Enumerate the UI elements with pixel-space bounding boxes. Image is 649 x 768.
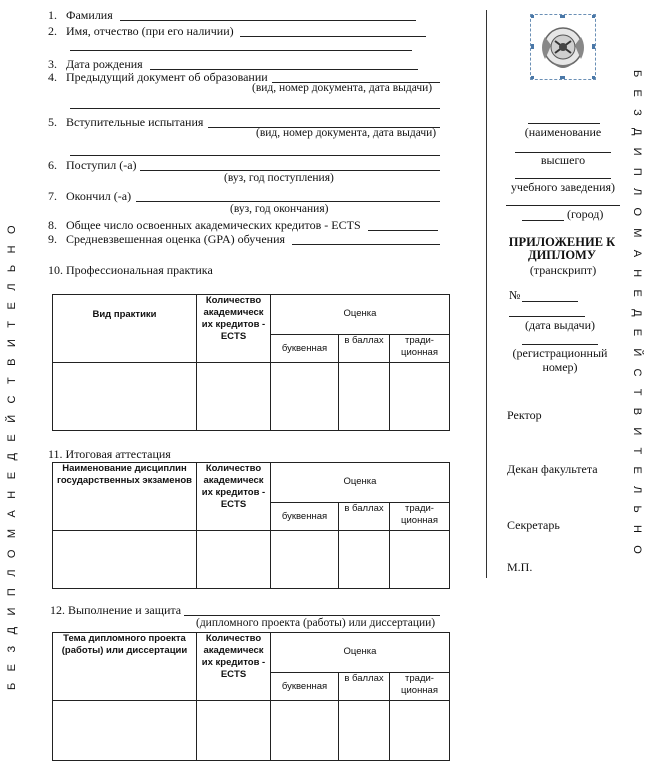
thesis-caption: (дипломного проекта (работы) или диссертации) xyxy=(196,617,436,629)
field-1-input[interactable] xyxy=(120,20,416,21)
practice-cell[interactable] xyxy=(271,363,339,431)
thesis-sub-trad: тради- ционная xyxy=(390,673,450,701)
practice-sub-points: в баллах xyxy=(339,335,390,363)
number-label: № xyxy=(509,288,521,302)
practice-sub-letter: буквенная xyxy=(271,335,339,363)
thesis-col-grade: Оценка xyxy=(271,633,450,673)
rector-label: Ректор xyxy=(507,408,542,422)
issue-date-input[interactable] xyxy=(509,316,585,317)
field-8-input[interactable] xyxy=(368,230,438,231)
attestation-sub-letter: буквенная xyxy=(271,503,339,531)
section-practice: 10. Профессиональная практика xyxy=(48,263,213,277)
attestation-sub-trad: тради- ционная xyxy=(390,503,450,531)
field-5: 5. Вступительные испытания xyxy=(48,115,204,129)
thesis-cell[interactable] xyxy=(197,701,271,761)
vertical-watermark-left: Б Е З Д И П Л О М А Н Е Д Е Й С Т В И Т Е Л Ь Н О xyxy=(6,221,18,690)
entrance-caption: (вид, номер документа, дата выдачи) xyxy=(256,127,437,139)
thesis-cell[interactable] xyxy=(271,701,339,761)
practice-sub-trad: тради- ционная xyxy=(390,335,450,363)
institution-caption-3: учебного заведения) xyxy=(510,180,616,194)
city-input[interactable] xyxy=(522,220,564,221)
prev-doc-caption: (вид, номер документа, дата выдачи) xyxy=(252,82,433,94)
field-7-input[interactable] xyxy=(136,201,440,202)
attestation-col-discipline: Наименование дисциплин государственных экзаменов xyxy=(53,463,197,531)
institution-line-3[interactable] xyxy=(515,178,611,179)
institution-line-1[interactable] xyxy=(528,123,600,124)
field-5-input-cont[interactable] xyxy=(70,155,440,156)
reg-number-input[interactable] xyxy=(522,344,598,345)
field-2: 2. Имя, отчество (при его наличии) xyxy=(48,24,234,38)
field-3: 3. Дата рождения xyxy=(48,57,143,71)
stamp-label: М.П. xyxy=(507,560,533,574)
attestation-cell[interactable] xyxy=(339,531,390,589)
attestation-cell[interactable] xyxy=(197,531,271,589)
thesis-sub-points: в баллах xyxy=(339,673,390,701)
attestation-col-grade: Оценка xyxy=(271,463,450,503)
institution-line-4[interactable] xyxy=(506,205,620,206)
vertical-watermark-right: Б Е З Д И П Л О М А Н Е Д Е Й С Т В И Т Е Л Ь Н О xyxy=(631,70,643,559)
field-6-input[interactable] xyxy=(140,170,440,171)
dean-label: Декан факультета xyxy=(507,462,598,476)
practice-cell[interactable] xyxy=(390,363,450,431)
field-1: 1. Фамилия xyxy=(48,8,113,22)
field-7: 7. Окончил (-а) xyxy=(48,189,132,203)
practice-cell[interactable] xyxy=(339,363,390,431)
enrolled-caption: (вуз, год поступления) xyxy=(224,172,334,184)
field-2-input-cont[interactable] xyxy=(70,50,412,51)
column-separator xyxy=(486,10,487,578)
thesis-sub-letter: буквенная xyxy=(271,673,339,701)
graduated-caption: (вуз, год окончания) xyxy=(230,203,329,215)
city-caption: (город) xyxy=(567,207,604,221)
issue-date-caption: (дата выдачи) xyxy=(525,318,595,332)
thesis-table xyxy=(52,632,450,761)
thesis-input[interactable] xyxy=(184,615,440,616)
attestation-cell[interactable] xyxy=(390,531,450,589)
field-4: 4. Предыдущий документ об образовании xyxy=(48,70,268,84)
attestation-table xyxy=(52,462,450,589)
practice-col-grade: Оценка xyxy=(271,295,450,335)
practice-cell[interactable] xyxy=(53,363,197,431)
appendix-title: ПРИЛОЖЕНИЕ К ДИПЛОМУ xyxy=(508,235,616,262)
section-attestation: 11. Итоговая аттестация xyxy=(48,447,171,461)
field-9-input[interactable] xyxy=(292,244,440,245)
practice-cell[interactable] xyxy=(197,363,271,431)
practice-col-credits: Количество академическ их кредитов - ECTS xyxy=(197,295,271,363)
emblem-icon xyxy=(531,15,595,79)
field-8: 8. Общее число освоенных академических кредитов - ECTS xyxy=(48,218,361,232)
reg-number-caption: (регистрационный номер) xyxy=(512,346,608,374)
attestation-cell[interactable] xyxy=(53,531,197,589)
practice-col-type: Вид практики xyxy=(53,295,197,363)
field-2-input[interactable] xyxy=(240,36,426,37)
emblem xyxy=(530,14,596,80)
practice-table xyxy=(52,294,450,431)
attestation-sub-points: в баллах xyxy=(339,503,390,531)
number-input[interactable] xyxy=(522,301,578,302)
institution-caption-1: (наименование xyxy=(524,125,602,139)
thesis-col-credits: Количество академическ их кредитов - ECTS xyxy=(197,633,271,701)
thesis-col-topic: Тема дипломного проекта (работы) или диссертации xyxy=(53,633,197,701)
attestation-cell[interactable] xyxy=(271,531,339,589)
institution-caption-2: высшего xyxy=(540,153,586,167)
thesis-cell[interactable] xyxy=(339,701,390,761)
field-9: 9. Средневзвешенная оценка (GPA) обучения xyxy=(48,232,286,246)
thesis-cell[interactable] xyxy=(53,701,197,761)
section-thesis: 12. Выполнение и защита xyxy=(50,603,182,617)
secretary-label: Секретарь xyxy=(507,518,560,532)
field-6: 6. Поступил (-а) xyxy=(48,158,137,172)
field-4-input-cont[interactable] xyxy=(70,108,440,109)
attestation-col-credits: Количество академическ их кредитов - ECTS xyxy=(197,463,271,531)
thesis-cell[interactable] xyxy=(390,701,450,761)
appendix-subtitle: (транскрипт) xyxy=(529,263,597,277)
